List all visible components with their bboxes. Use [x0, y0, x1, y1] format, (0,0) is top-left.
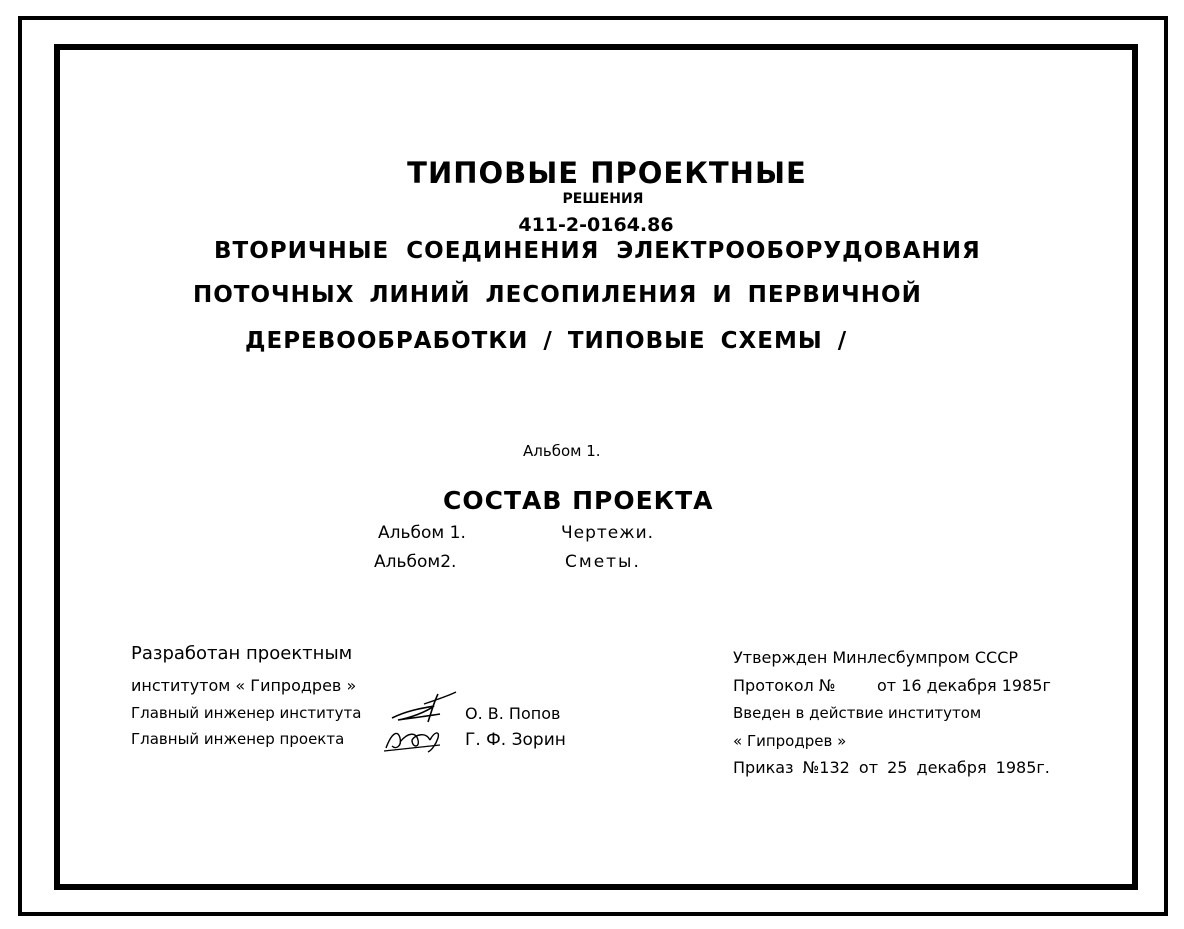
title-line-5: ПОТОЧНЫХ ЛИНИЙ ЛЕСОПИЛЕНИЯ И ПЕРВИЧНОЙ — [193, 282, 922, 308]
title-line-1: ТИПОВЫЕ ПРОЕКТНЫЕ — [407, 156, 807, 190]
chief-institute-label: Главный инженер института — [131, 704, 362, 722]
chief-project-label: Главный инженер проекта — [131, 730, 345, 748]
developer-line-2: институтом « Гипродрев » — [131, 676, 357, 695]
album-label: Альбом 1. — [523, 442, 601, 460]
signature-zorin — [382, 724, 444, 754]
signature-popov — [388, 688, 460, 726]
title-line-4: ВТОРИЧНЫЕ СОЕДИНЕНИЯ ЭЛЕКТРООБОРУДОВАНИЯ — [214, 238, 981, 264]
composition-content-2: Сметы. — [565, 552, 641, 572]
approval-line-1: Утвержден Минлесбумпром СССР — [733, 648, 1019, 667]
chief-institute-name: О. В. Попов — [465, 704, 561, 723]
composition-album-2: Альбом2. — [374, 552, 457, 572]
title-line-6: ДЕРЕВООБРАБОТКИ / ТИПОВЫЕ СХЕМЫ / — [245, 328, 848, 354]
order-line: Приказ №132 от 25 декабря 1985г. — [733, 758, 1050, 777]
title-line-2: РЕШЕНИЯ — [562, 191, 644, 207]
composition-album-1: Альбом 1. — [378, 523, 466, 543]
protocol-date: от 16 декабря 1985г — [877, 676, 1051, 695]
composition-content-1: Чертежи. — [561, 523, 655, 543]
approval-line-4: « Гипродрев » — [733, 732, 847, 750]
approval-line-3: Введен в действие институтом — [733, 704, 982, 722]
project-code: 411-2-0164.86 — [518, 214, 674, 236]
chief-project-name: Г. Ф. Зорин — [465, 730, 566, 750]
protocol-label: Протокол № — [733, 676, 836, 695]
composition-heading: СОСТАВ ПРОЕКТА — [443, 486, 714, 515]
developer-line-1: Разработан проектным — [131, 643, 353, 664]
